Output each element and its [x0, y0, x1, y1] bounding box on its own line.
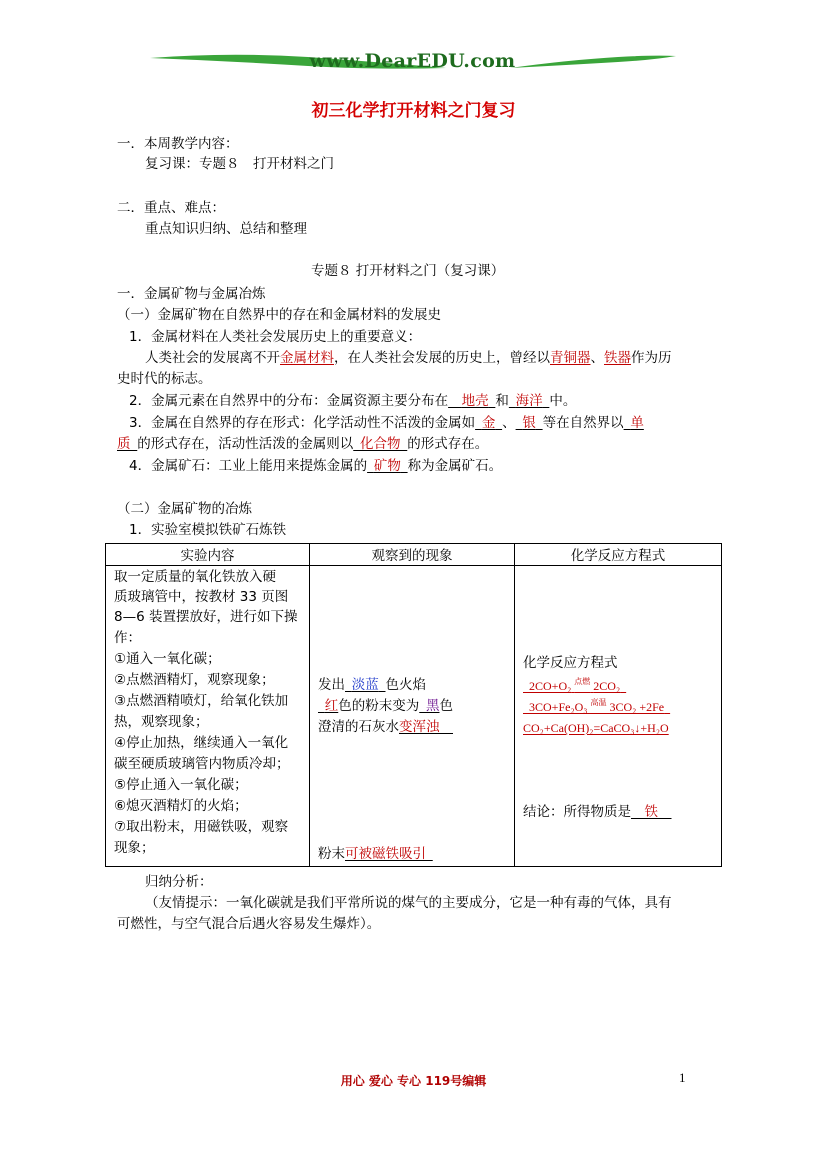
part1-sub1: （一）金属矿物在自然界中的存在和金属材料的发展史 [117, 307, 441, 323]
procedure-line: ⑤停止通入一氧化碳； [114, 777, 248, 793]
document-title: 初三化学打开材料之门复习 [311, 101, 516, 121]
answer-turbid: 变浑浊 [399, 719, 440, 735]
phenomenon-limewater: 澄清的石灰水变浑浊 [318, 719, 440, 735]
phenomenon-magnet: 粉末可被磁铁吸引 [318, 846, 426, 862]
section1-line: 复习课：专题８ 打开材料之门 [145, 156, 334, 172]
part2-sub2: （二）金属矿物的冶炼 [117, 501, 252, 517]
part1-paragraph1-line2: 史时代的标志。 [117, 371, 212, 387]
equation-limewater: CO₂+Ca(OH)₂=CaCO₃↓+H₂O [523, 721, 669, 735]
table-cell-procedure [106, 566, 310, 867]
footer-slogan: 用心 爱心 专心 119号编辑 [340, 1074, 487, 1088]
answer-ocean: 海洋 [515, 393, 543, 409]
part1-item4: 4．金属矿石：工业上能用来提炼金属的 矿物 称为金属矿石。 [129, 458, 503, 474]
answer-bronze: 青铜器 [550, 350, 591, 366]
equation-iron-reduction: 3CO+Fe₂O₃ $^{高温}$ 3CO₂ +2Fe [529, 698, 665, 714]
answer-red: 红 [324, 698, 339, 714]
procedure-line: 取一定质量的氧化铁放入硬 [114, 569, 276, 585]
phenomenon-flame: 发出 淡蓝 色火焰 [318, 677, 426, 693]
part1-item3-line2: 质 的形式存在，活动性活泼的金属则以 化合物 的形式存在。 [117, 436, 489, 452]
page-number: 1 [679, 1070, 686, 1085]
procedure-line: 质玻璃管中，按教材 33 页图 [114, 589, 289, 605]
analysis-heading: 归纳分析： [145, 874, 213, 890]
phenomenon-powder: 红色的粉末变为 黑色 [324, 698, 453, 714]
answer-metal-materials: 金属材料 [280, 350, 334, 366]
answer-iron-ware: 铁器 [604, 350, 631, 366]
analysis-tip-line2: 可燃性，与空气混合后遇火容易发生爆炸）。 [117, 916, 381, 932]
procedure-line: ⑥熄灭酒精灯的火焰； [114, 798, 248, 814]
procedure-line: ⑦取出粉末，用磁铁吸，观察 [114, 819, 289, 835]
part1-item2: 2．金属元素在自然界中的分布：金属资源主要分布在 地壳 和 海洋 中。 [129, 393, 577, 409]
answer-gold: 金 [481, 415, 496, 431]
equation-conclusion: 结论：所得物质是 铁 [523, 804, 658, 820]
procedure-line: ②点燃酒精灯，观察现象； [114, 672, 275, 688]
equation-co-combustion: 2CO+O₂ $^{点燃}$ 2CO₂ [529, 677, 621, 693]
answer-element-2: 质 [117, 436, 131, 452]
table-header-content: 实验内容 [106, 544, 310, 566]
lesson-title: 专题８ 打开材料之门（复习课） [311, 263, 505, 279]
analysis-tip-line1: （友情提示：一氧化碳就是我们平常所说的煤气的主要成分，它是一种有毒的气体，具有 [145, 895, 672, 911]
answer-magnetic: 可被磁铁吸引 [345, 846, 426, 862]
part1-item1: 1．金属材料在人类社会发展历史上的重要意义： [129, 329, 422, 345]
table-cell-phenomenon [310, 566, 515, 867]
procedure-line: ④停止加热，继续通入一氧化 [114, 735, 289, 751]
table-cell-equation [515, 566, 722, 867]
section1-heading: 一．本周教学内容： [117, 136, 239, 152]
procedure-line: 热，观察现象； [114, 714, 209, 730]
section2-line: 重点知识归纳、总结和整理 [145, 221, 307, 237]
procedure-line: ③点燃酒精喷灯，给氧化铁加 [114, 693, 289, 709]
procedure-line: 作： [114, 630, 141, 646]
part2-item1: 1．实验室模拟铁矿石炼铁 [129, 522, 287, 538]
part1-heading: 一．金属矿物与金属冶炼 [117, 286, 266, 302]
procedure-line: 碳至硬质玻璃管内物质冷却； [114, 756, 290, 772]
answer-black: 黑 [426, 698, 440, 714]
answer-compound: 化合物 [360, 436, 401, 452]
header-site-logo: www.DearEDU.com [309, 50, 516, 72]
procedure-line: 8—6 装置摆放好，进行如下操 [114, 609, 298, 625]
answer-crust: 地壳 [461, 393, 489, 409]
section2-heading: 二．重点、难点： [117, 200, 225, 216]
answer-silver: 银 [522, 415, 536, 431]
header-swoosh-right [508, 48, 678, 78]
part1-item3-line1: 3．金属在自然界的存在形式：化学活动性不活泼的金属如 金 、 银 等在自然界以 单 [129, 415, 644, 431]
answer-mineral: 矿物 [373, 458, 401, 474]
answer-pale-blue: 淡蓝 [351, 677, 379, 693]
part1-paragraph1-line1: 人类社会的发展离不开金属材料，在人类社会发展的历史上，曾经以青铜器、铁器作为历 [145, 350, 672, 366]
table-header-equation: 化学反应方程式 [515, 544, 722, 566]
answer-iron: 铁 [644, 804, 658, 820]
procedure-line: ①通入一氧化碳； [114, 651, 221, 667]
equation-heading: 化学反应方程式 [523, 655, 618, 671]
table-header-phenomenon: 观察到的现象 [310, 544, 515, 566]
experiment-table [105, 543, 722, 867]
answer-element-1: 单 [630, 415, 644, 431]
procedure-line: 现象； [114, 840, 155, 856]
